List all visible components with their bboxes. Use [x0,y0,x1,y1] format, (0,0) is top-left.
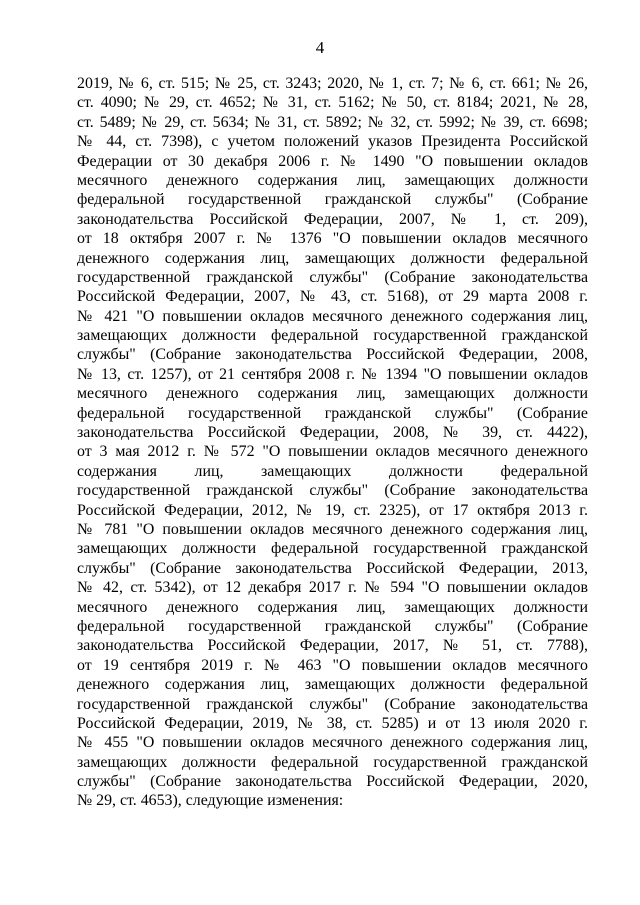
text-line: месячного денежного содержания лиц, замещающих должности [77,598,588,616]
text-line: федеральной государственной гражданской службы" (Собрание [77,617,588,635]
text-line: месячного денежного содержания лиц, замещающих должности [77,171,588,189]
text-line: № 455 "О повышении окладов месячного денежного содержания лиц, [77,734,588,752]
text-line: ст. 5489; № 29, ст. 5634; № 31, ст. 5892; № 32, ст. 5992; № 39, ст. 6698; [77,113,588,131]
text-line: № 29, ст. 4653), следующие изменения: [77,792,344,810]
text-line: Российской Федерации, 2007, № 43, ст. 5168), от 29 марта 2008 г. [77,288,588,306]
text-line: денежного содержания лиц, замещающих должности федеральной [77,249,588,267]
text-line: № 781 "О повышении окладов месячного денежного содержания лиц, [77,520,588,538]
text-line: замещающих должности федеральной государственной гражданской [77,540,588,558]
page-number: 4 [315,38,325,57]
text-line: № 421 "О повышении окладов месячного денежного содержания лиц, [77,307,588,325]
text-line: законодательства Российской Федерации, 2017, № 51, ст. 7788), [77,637,588,655]
text-line: государственной гражданской службы" (Собрание законодательства [77,482,588,500]
text-line: замещающих должности федеральной государственной гражданской [77,327,588,345]
text-line: от 3 мая 2012 г. № 572 "О повышении окладов месячного денежного [77,443,588,461]
text-line: содержания лиц, замещающих должности федеральной [77,462,588,480]
text-line: № 42, ст. 5342), от 12 декабря 2017 г. № 594 "О повышении окладов [77,579,588,597]
text-line: месячного денежного содержания лиц, замещающих должности [77,385,588,403]
text-line: законодательства Российской Федерации, 2008, № 39, ст. 4422), [77,424,588,442]
text-line: замещающих должности федеральной государственной гражданской [77,753,588,771]
text-line: государственной гражданской службы" (Собрание законодательства [77,268,588,286]
text-line: Федерации от 30 декабря 2006 г. № 1490 "О повышении окладов [77,152,588,170]
text-line: службы" (Собрание законодательства Российской Федерации, 2013, [77,559,588,577]
text-line: законодательства Российской Федерации, 2007, № 1, ст. 209), [77,210,588,228]
text-line: службы" (Собрание законодательства Российской Федерации, 2008, [77,346,588,364]
text-line: 2019, № 6, ст. 515; № 25, ст. 3243; 2020, № 1, ст. 7; № 6, ст. 661; № 26, [77,75,588,92]
text-line: от 18 октября 2007 г. № 1376 "О повышении окладов месячного [77,230,588,248]
text-line: Российской Федерации, 2019, № 38, ст. 5285) и от 13 июля 2020 г. [77,714,588,732]
body-paragraph [77,74,588,811]
text-line: службы" (Собрание законодательства Российской Федерации, 2020, [77,773,588,791]
text-line: Российской Федерации, 2012, № 19, ст. 2325), от 17 октября 2013 г. [77,501,588,519]
text-line: федеральной государственной гражданской службы" (Собрание [77,404,588,422]
text-line: федеральной государственной гражданской службы" (Собрание [77,191,588,209]
text-line: ст. 4090; № 29, ст. 4652; № 31, ст. 5162; № 50, ст. 8184; 2021, № 28, [77,94,588,112]
text-line: от 19 сентября 2019 г. № 463 "О повышении окладов месячного [77,656,588,674]
text-line: государственной гражданской службы" (Собрание законодательства [77,695,588,713]
text-line: № 13, ст. 1257), от 21 сентября 2008 г. № 1394 "О повышении окладов [77,365,588,383]
text-line: № 44, ст. 7398), с учетом положений указов Президента Российской [77,133,588,151]
text-line: денежного содержания лиц, замещающих должности федеральной [77,676,588,694]
